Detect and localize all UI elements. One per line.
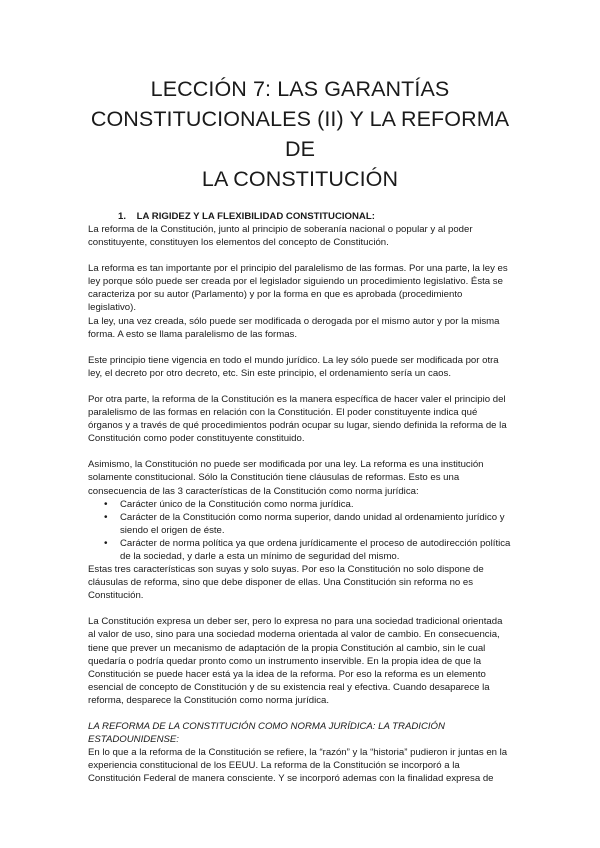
paragraph-5: Por otra parte, la reforma de la Constitución es la manera específica de hacer valer el principio del paralelismo de las formas en relación con la Constitución. El poder constituyente indica qué órganos y a través de qué procedimientos podrán ocupar su lugar, siendo definida la reforma de la Constitución como poder constituyente constituido.: [88, 393, 507, 445]
list-item: • Carácter único de la Constitución como norma jurídica.: [120, 498, 512, 511]
paragraph-4: Este principio tiene vigencia en todo el mundo jurídico. La ley sólo puede ser modificada por otra ley, el decreto por otro decreto, etc. Sin este principio, el ordenamiento sería un caos.: [88, 354, 499, 379]
paragraph-1: La reforma de la Constitución, junto al principio de soberanía nacional o popular y al poder constituyente, constituyen los elementos del concepto de Constitución.: [88, 224, 473, 249]
title-line-2: CONSTITUCIONALES (II) Y LA REFORMA DE: [90, 107, 510, 161]
list-item: • Carácter de norma política ya que ordena jurídicamente el proceso de autodirección política de la sociedad, y darle a esta un mínimo de seguridad del mismo.: [120, 537, 512, 563]
title-line-3: LA CONSTITUCIÓN: [201, 167, 399, 191]
paragraph-9: En lo que a la reforma de la Constitución se refiere, la “razón” y la “historia” pudieron ir juntas en la experiencia constitucional de los EEUU. La reforma de la Constitución se incorporó a la Constitución Federal de manera consciente. Y se incorporó ademas con la finalidad expresa de: [88, 747, 508, 785]
section-heading-text: LA RIGIDEZ Y LA FLEXIBILIDAD CONSTITUCIONAL:: [136, 211, 375, 222]
list-item: • Carácter de la Constitución como norma superior, dando unidad al ordenamiento jurídico y siendo el origen de éste.: [120, 511, 512, 537]
subheading: LA REFORMA DE LA CONSTITUCIÓN COMO NORMA JURÍDICA: LA TRADICIÓN ESTADOUNIDENSE:: [88, 721, 445, 746]
paragraph-6: Asimismo, la Constitución no puede ser modificada por una ley. La reforma es una institución solamente constitucional. Sólo la Constitución tiene cláusulas de reformas. Esto es una consecuencia de las 3 características de la Constitución como norma jurídica:: [88, 459, 484, 497]
paragraph-8: La Constitución expresa un deber ser, pero lo expresa no para una sociedad tradicional orientada al valor de uso, sino para una sociedad moderna orientada al valor de cambio. En consecuencia, tiene que prever un mecanismo de adaptación de la propia Constitución al cambio, sin le cual quedaría o podría quedar pronto como un instrumento inservible. En la propia idea de que la Constitución se puede hacer está ya la idea de la reforma. Por eso la reforma es un elemento esencial de concepto de Constitución y de su existencia real y efectiva. Cuando desaparece la reforma, desparece la Constitución como norma jurídica.: [88, 616, 503, 706]
paragraph-2: La reforma es tan importante por el principio del paralelismo de las formas. Por una parte, la ley es ley porque sólo puede ser creada por el legislador siguiendo un procedimiento legislativo. Ésta se caracteriza por su autor (Parlamento) y por la forma en que es aprobada (procedimiento legislativo).: [88, 263, 508, 314]
paragraph-3: La ley, una vez creada, sólo puede ser modificada o derogada por el mismo autor y por la misma forma. A esto se llama paralelismo de las formas.: [88, 315, 500, 340]
characteristics-list: [88, 498, 512, 563]
section-number: 1.: [118, 211, 127, 222]
section-heading: [88, 210, 512, 223]
page-title: [88, 74, 512, 194]
paragraph-7: Estas tres características son suyas y solo suyas. Por eso la Constitución no solo dispone de cláusulas de reforma, sino que debe disponer de ellas. Una Constitución sin reforma no es Constitución.: [88, 564, 484, 602]
title-line-1: LECCIÓN 7: LAS GARANTÍAS: [150, 77, 450, 101]
